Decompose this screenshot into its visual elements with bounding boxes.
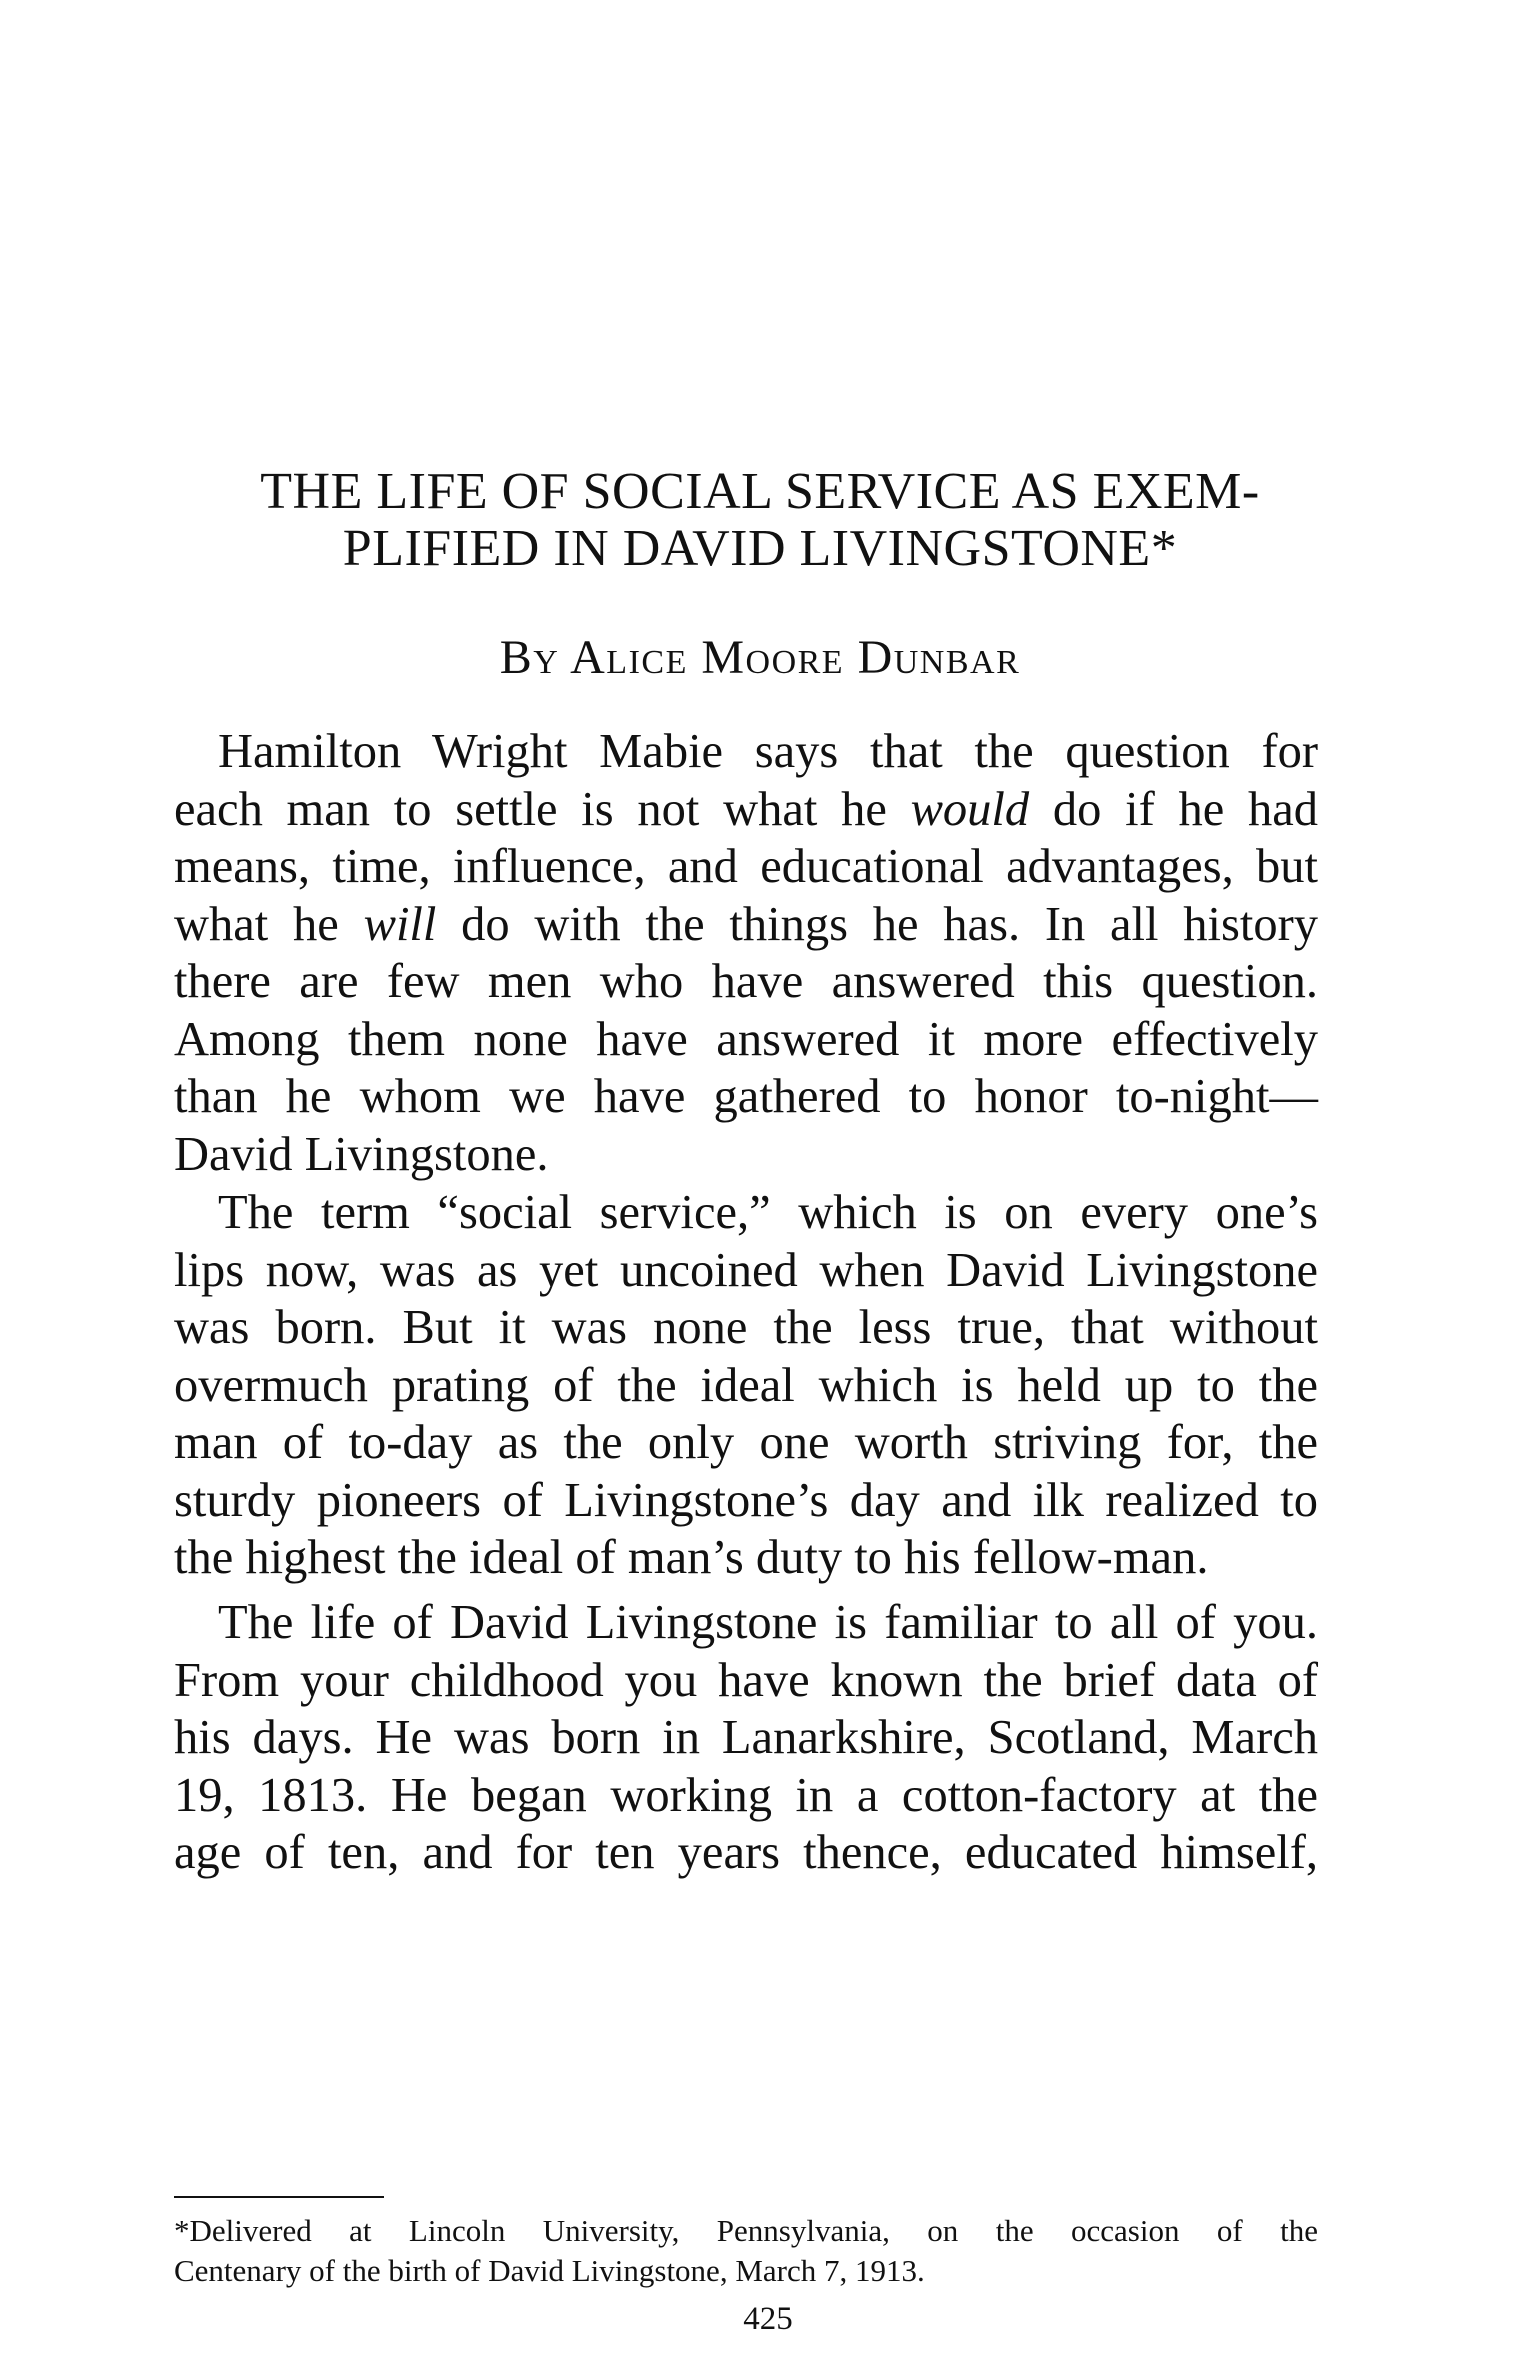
paragraph-3-line: [218, 1595, 1318, 1651]
line-text: age of ten, and for ten years thence, educated himself,: [174, 1826, 1318, 1879]
line-text: do if he had: [1029, 782, 1318, 836]
paragraph-1-line: [174, 1127, 1318, 1183]
line-text: means, time, influence, and educational advantages, but: [174, 840, 1318, 893]
line-text: man of to-day as the only one worth striving for, the: [174, 1416, 1318, 1469]
paragraph-2-line: [174, 1358, 1318, 1414]
paragraph-2-line: [218, 1185, 1318, 1241]
paragraph-3-line: [174, 1653, 1318, 1709]
paragraph-2-line: [174, 1530, 1318, 1586]
line-text: than he whom we have gathered to honor to-night—: [174, 1070, 1318, 1123]
line-text: the highest the ideal of man’s duty to his fellow-man.: [174, 1531, 1209, 1584]
emphasized-word: would: [910, 782, 1030, 836]
paragraph-3-line: [174, 1710, 1318, 1766]
paragraph-3-line: [174, 1768, 1318, 1824]
line-text: From your childhood you have known the brief data of: [174, 1653, 1318, 1707]
line-text: sturdy pioneers of Livingstone’s day and ilk realized to: [174, 1473, 1318, 1527]
line-text: Hamilton Wright Mabie says that the question for: [218, 725, 1318, 778]
paragraph-1-line: [174, 782, 1318, 838]
paragraph-2-line: [174, 1243, 1318, 1299]
line-text: The term “social service,” which is on every one’s: [218, 1186, 1318, 1239]
article-title-line-1: THE LIFE OF SOCIAL SERVICE AS EXEM-: [260, 463, 1260, 520]
line-text: was born. But it was none the less true, that without: [174, 1301, 1318, 1354]
paragraph-1-line: [218, 724, 1318, 780]
paragraph-1-line: [174, 1012, 1318, 1068]
line-text: David Livingstone.: [174, 1127, 549, 1181]
line-text: what he: [174, 897, 364, 951]
paragraph-1-line: [174, 1069, 1318, 1125]
footnote-divider: [174, 2196, 384, 2198]
line-text: 19, 1813. He began working in a cotton-factory at the: [174, 1768, 1318, 1822]
emphasized-word: will: [363, 897, 437, 951]
line-text: The life of David Livingstone is familiar to all of you.: [218, 1596, 1318, 1649]
page-number: 425: [743, 2301, 793, 2337]
paragraph-2-line: [174, 1300, 1318, 1356]
paragraph-1-line: [174, 839, 1318, 895]
line-text: his days. He was born in Lanarkshire, Scotland, March: [174, 1711, 1318, 1764]
line-text: each man to settle is not what he: [174, 782, 911, 836]
footnote-line-2: Centenary of the birth of David Livingstone, March 7, 1913.: [174, 2253, 925, 2288]
paragraph-2-line: [174, 1473, 1318, 1529]
line-text: lips now, was as yet uncoined when David Livingstone: [174, 1243, 1318, 1297]
article-title-line-2: PLIFIED IN DAVID LIVINGSTONE*: [342, 520, 1178, 577]
author-byline: By Alice Moore Dunbar: [499, 631, 1021, 684]
line-text: Among them none have answered it more effectively: [174, 1012, 1318, 1066]
line-text: there are few men who have answered this question.: [174, 955, 1318, 1008]
paragraph-1-line: [174, 954, 1318, 1010]
line-text: overmuch prating of the ideal which is held up to the: [174, 1358, 1318, 1412]
footnote-line-1: *Delivered at Lincoln University, Pennsylvania, on the occasion of the: [174, 2213, 1318, 2248]
paragraph-3-line: [174, 1825, 1318, 1881]
paragraph-2-line: [174, 1415, 1318, 1471]
paragraph-1-line: [174, 897, 1318, 953]
line-text: do with the things he has. In all history: [436, 897, 1318, 951]
